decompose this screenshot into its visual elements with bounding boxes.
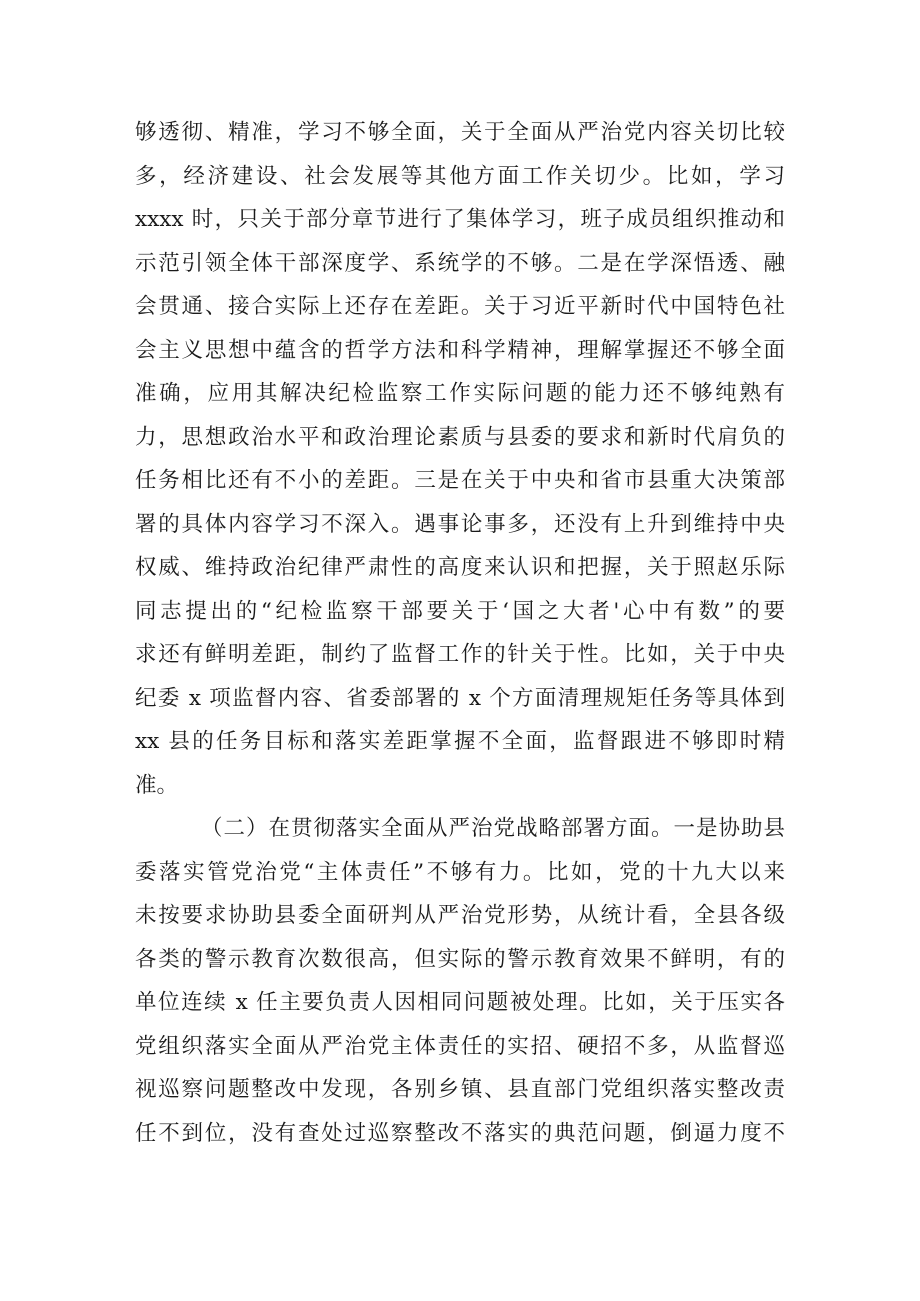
- text-line: 署的具体内容学习不深入。遇事论事多，还没有上升到维持中央: [135, 511, 785, 537]
- text-line: 多，经济建设、社会发展等其他方面工作关切少。比如，学习: [135, 163, 785, 189]
- text-line: 纪委 x 项监督内容、省委部署的 x 个方面清理规矩任务等具体到: [135, 685, 785, 711]
- text-line: 求还有鲜明差距，制约了监督工作的针关于性。比如，关于中央: [135, 642, 785, 667]
- text-line: 示范引领全体干部深度学、系统学的不够。二是在学深悟透、融: [135, 250, 785, 276]
- text-line: 视巡察问题整改中发现，各别乡镇、县直部门党组织落实整改责: [135, 1077, 785, 1102]
- text-line: 力，思想政治水平和政治理论素质与县委的要求和新时代肩负的: [135, 424, 785, 450]
- text-line: 准确，应用其解决纪检监察工作实际问题的能力还不够纯熟有: [135, 381, 785, 406]
- text-line: 委落实管党治党“主体责任”不够有力。比如，党的十九大以来: [135, 859, 785, 885]
- text-line: 会贯通、接合实际上还存在差距。关于习近平新时代中国特色社: [135, 294, 785, 319]
- text-line: 任务相比还有不小的差距。三是在关于中央和省市县重大决策部: [135, 468, 785, 493]
- text-line: xxxx 时，只关于部分章节进行了集体学习，班子成员组织推动和: [135, 207, 785, 232]
- text-line: 会主义思想中蕴含的哲学方法和科学精神，理解掌握还不够全面: [135, 337, 785, 363]
- text-line: 单位连续 x 任主要负责人因相同问题被处理。比如，关于压实各: [135, 990, 785, 1015]
- text-line: 同志提出的“纪检监察干部要关于‘国之大者'心中有数”的要: [135, 598, 785, 624]
- text-line: 各类的警示教育次数很高，但实际的警示教育效果不鲜明，有的: [135, 946, 785, 972]
- text-line: 未按要求协助县委全面研判从严治党形势，从统计看，全县各级: [135, 903, 785, 928]
- paragraph-end-line: 准。: [135, 772, 179, 798]
- text-line: xx 县的任务目标和落实差距掌握不全面，监督跟进不够即时精: [135, 729, 785, 754]
- section-heading-line: （二）在贯彻落实全面从严治党战略部署方面。一是协助县: [201, 816, 785, 841]
- text-line: 权威、维持政治纪律严肃性的高度来认识和把握，关于照赵乐际: [135, 555, 785, 580]
- text-line: 够透彻、精准，学习不够全面，关于全面从严治党内容关切比较: [135, 120, 785, 145]
- body-text: [135, 111, 785, 1155]
- text-line: 任不到位，没有查处过巡察整改不落实的典范问题，倒逼力度不: [135, 1120, 785, 1146]
- text-line: 党组织落实全面从严治党主体责任的实招、硬招不多，从监督巡: [135, 1033, 785, 1059]
